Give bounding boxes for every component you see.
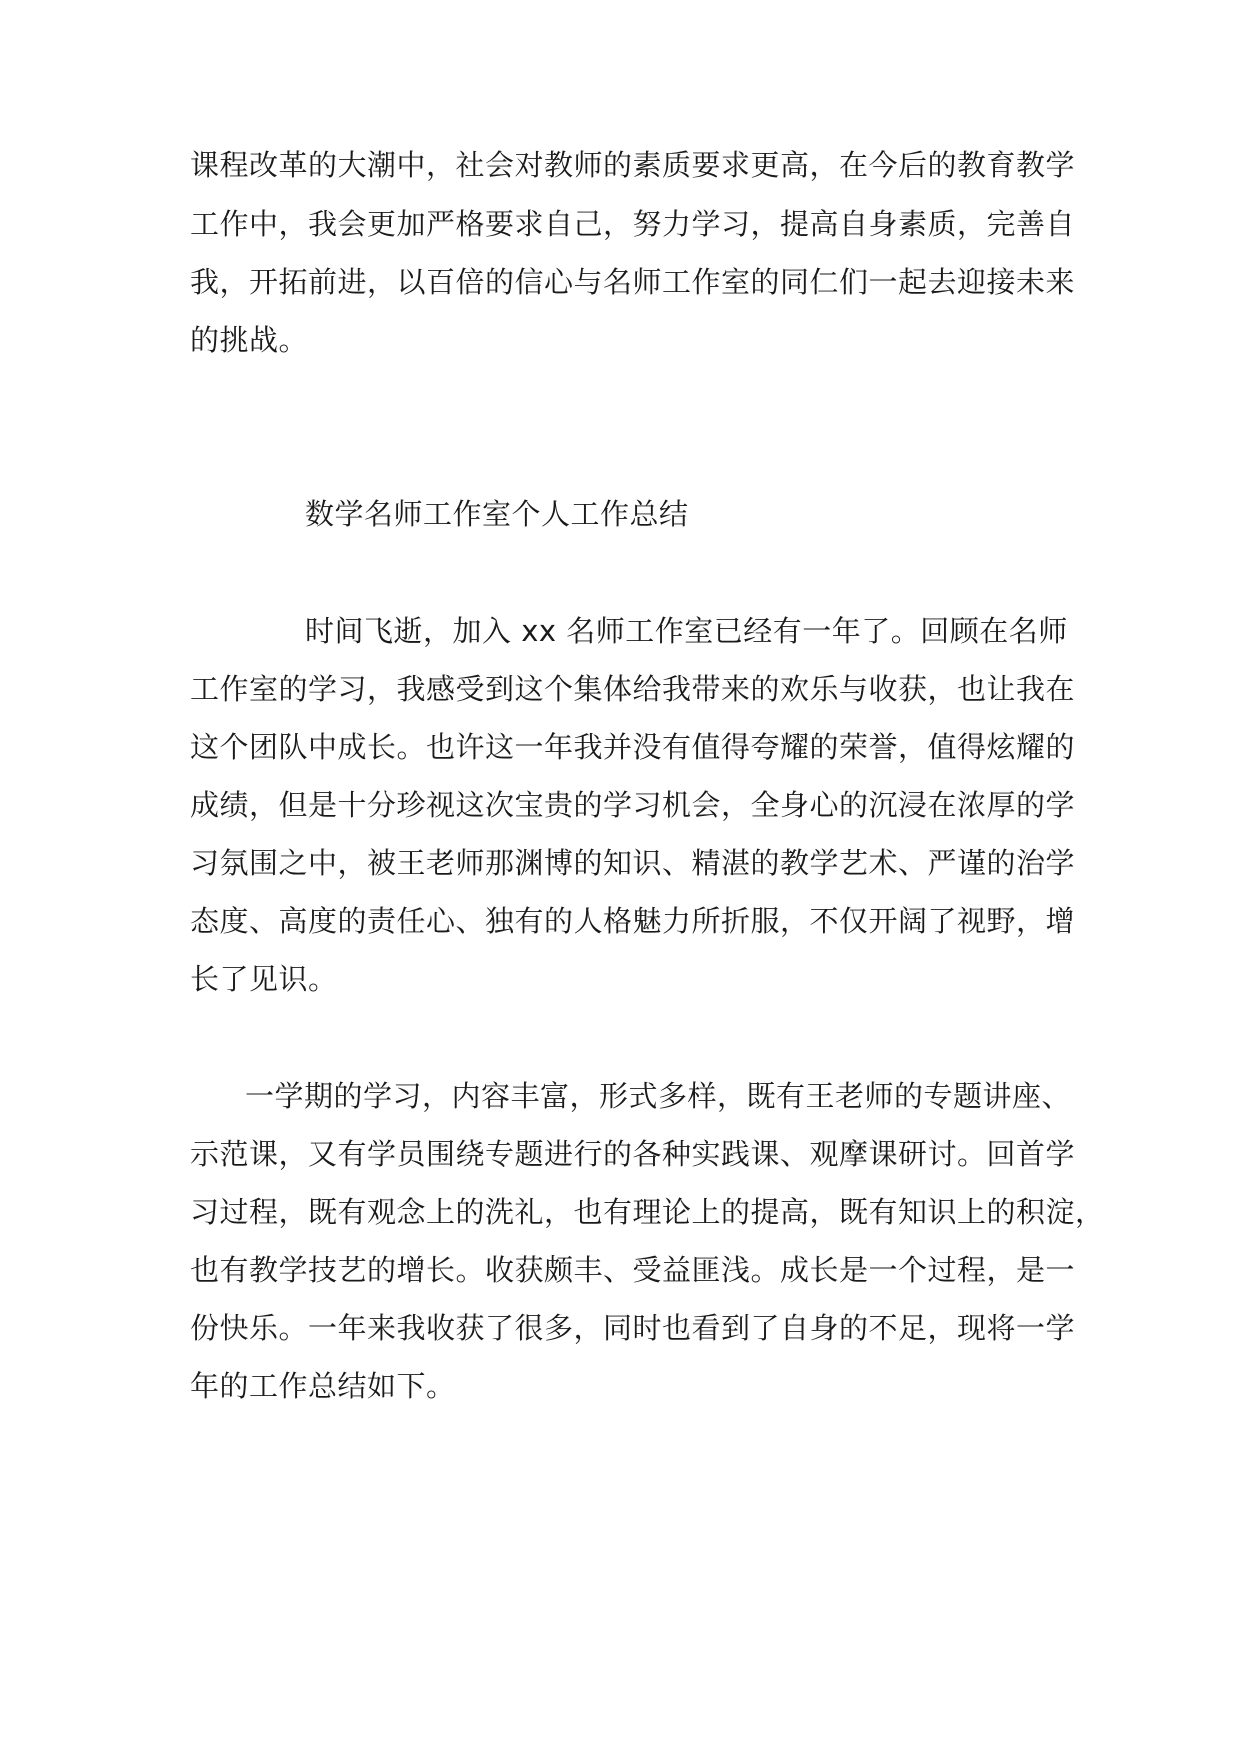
text-line: 习过程，既有观念上的洗礼，也有理论上的提高，既有知识上的积淀， — [190, 1195, 1105, 1229]
text-line: 态度、高度的责任心、独有的人格魅力所折服，不仅开阔了视野，增 — [190, 904, 1076, 938]
text-line: 工作中，我会更加严格要求自己，努力学习，提高自身素质，完善自 — [190, 207, 1076, 241]
text-line: 示范课，又有学员围绕专题进行的各种实践课、观摩课研讨。回首学 — [190, 1137, 1076, 1171]
text-line: 一学期的学习，内容丰富，形式多样，既有王老师的专题讲座、 — [245, 1079, 1072, 1113]
text-line: 长了见识。 — [190, 962, 338, 996]
text-line: 的挑战。 — [190, 323, 309, 357]
text-line: 份快乐。一年来我收获了很多，同时也看到了自身的不足，现将一学 — [190, 1311, 1076, 1345]
text-line: 时间飞逝，加入 xx 名师工作室已经有一年了。回顾在名师 — [305, 614, 1068, 648]
text-line: 年的工作总结如下。 — [190, 1369, 456, 1403]
text-line: 也有教学技艺的增长。收获颇丰、受益匪浅。成长是一个过程，是一 — [190, 1253, 1076, 1287]
text-line: 课程改革的大潮中，社会对教师的素质要求更高，在今后的教育教学 — [190, 148, 1076, 182]
text-line: 我，开拓前进，以百倍的信心与名师工作室的同仁们一起去迎接未来 — [190, 265, 1076, 299]
text-line: 这个团队中成长。也许这一年我并没有值得夸耀的荣誉，值得炫耀的 — [190, 730, 1076, 764]
document-title: 数学名师工作室个人工作总结 — [305, 497, 689, 531]
text-line: 成绩，但是十分珍视这次宝贵的学习机会，全身心的沉浸在浓厚的学 — [190, 788, 1076, 822]
text-line: 工作室的学习，我感受到这个集体给我带来的欢乐与收获，也让我在 — [190, 672, 1076, 706]
text-line: 习氛围之中，被王老师那渊博的知识、精湛的教学艺术、严谨的治学 — [190, 846, 1076, 880]
